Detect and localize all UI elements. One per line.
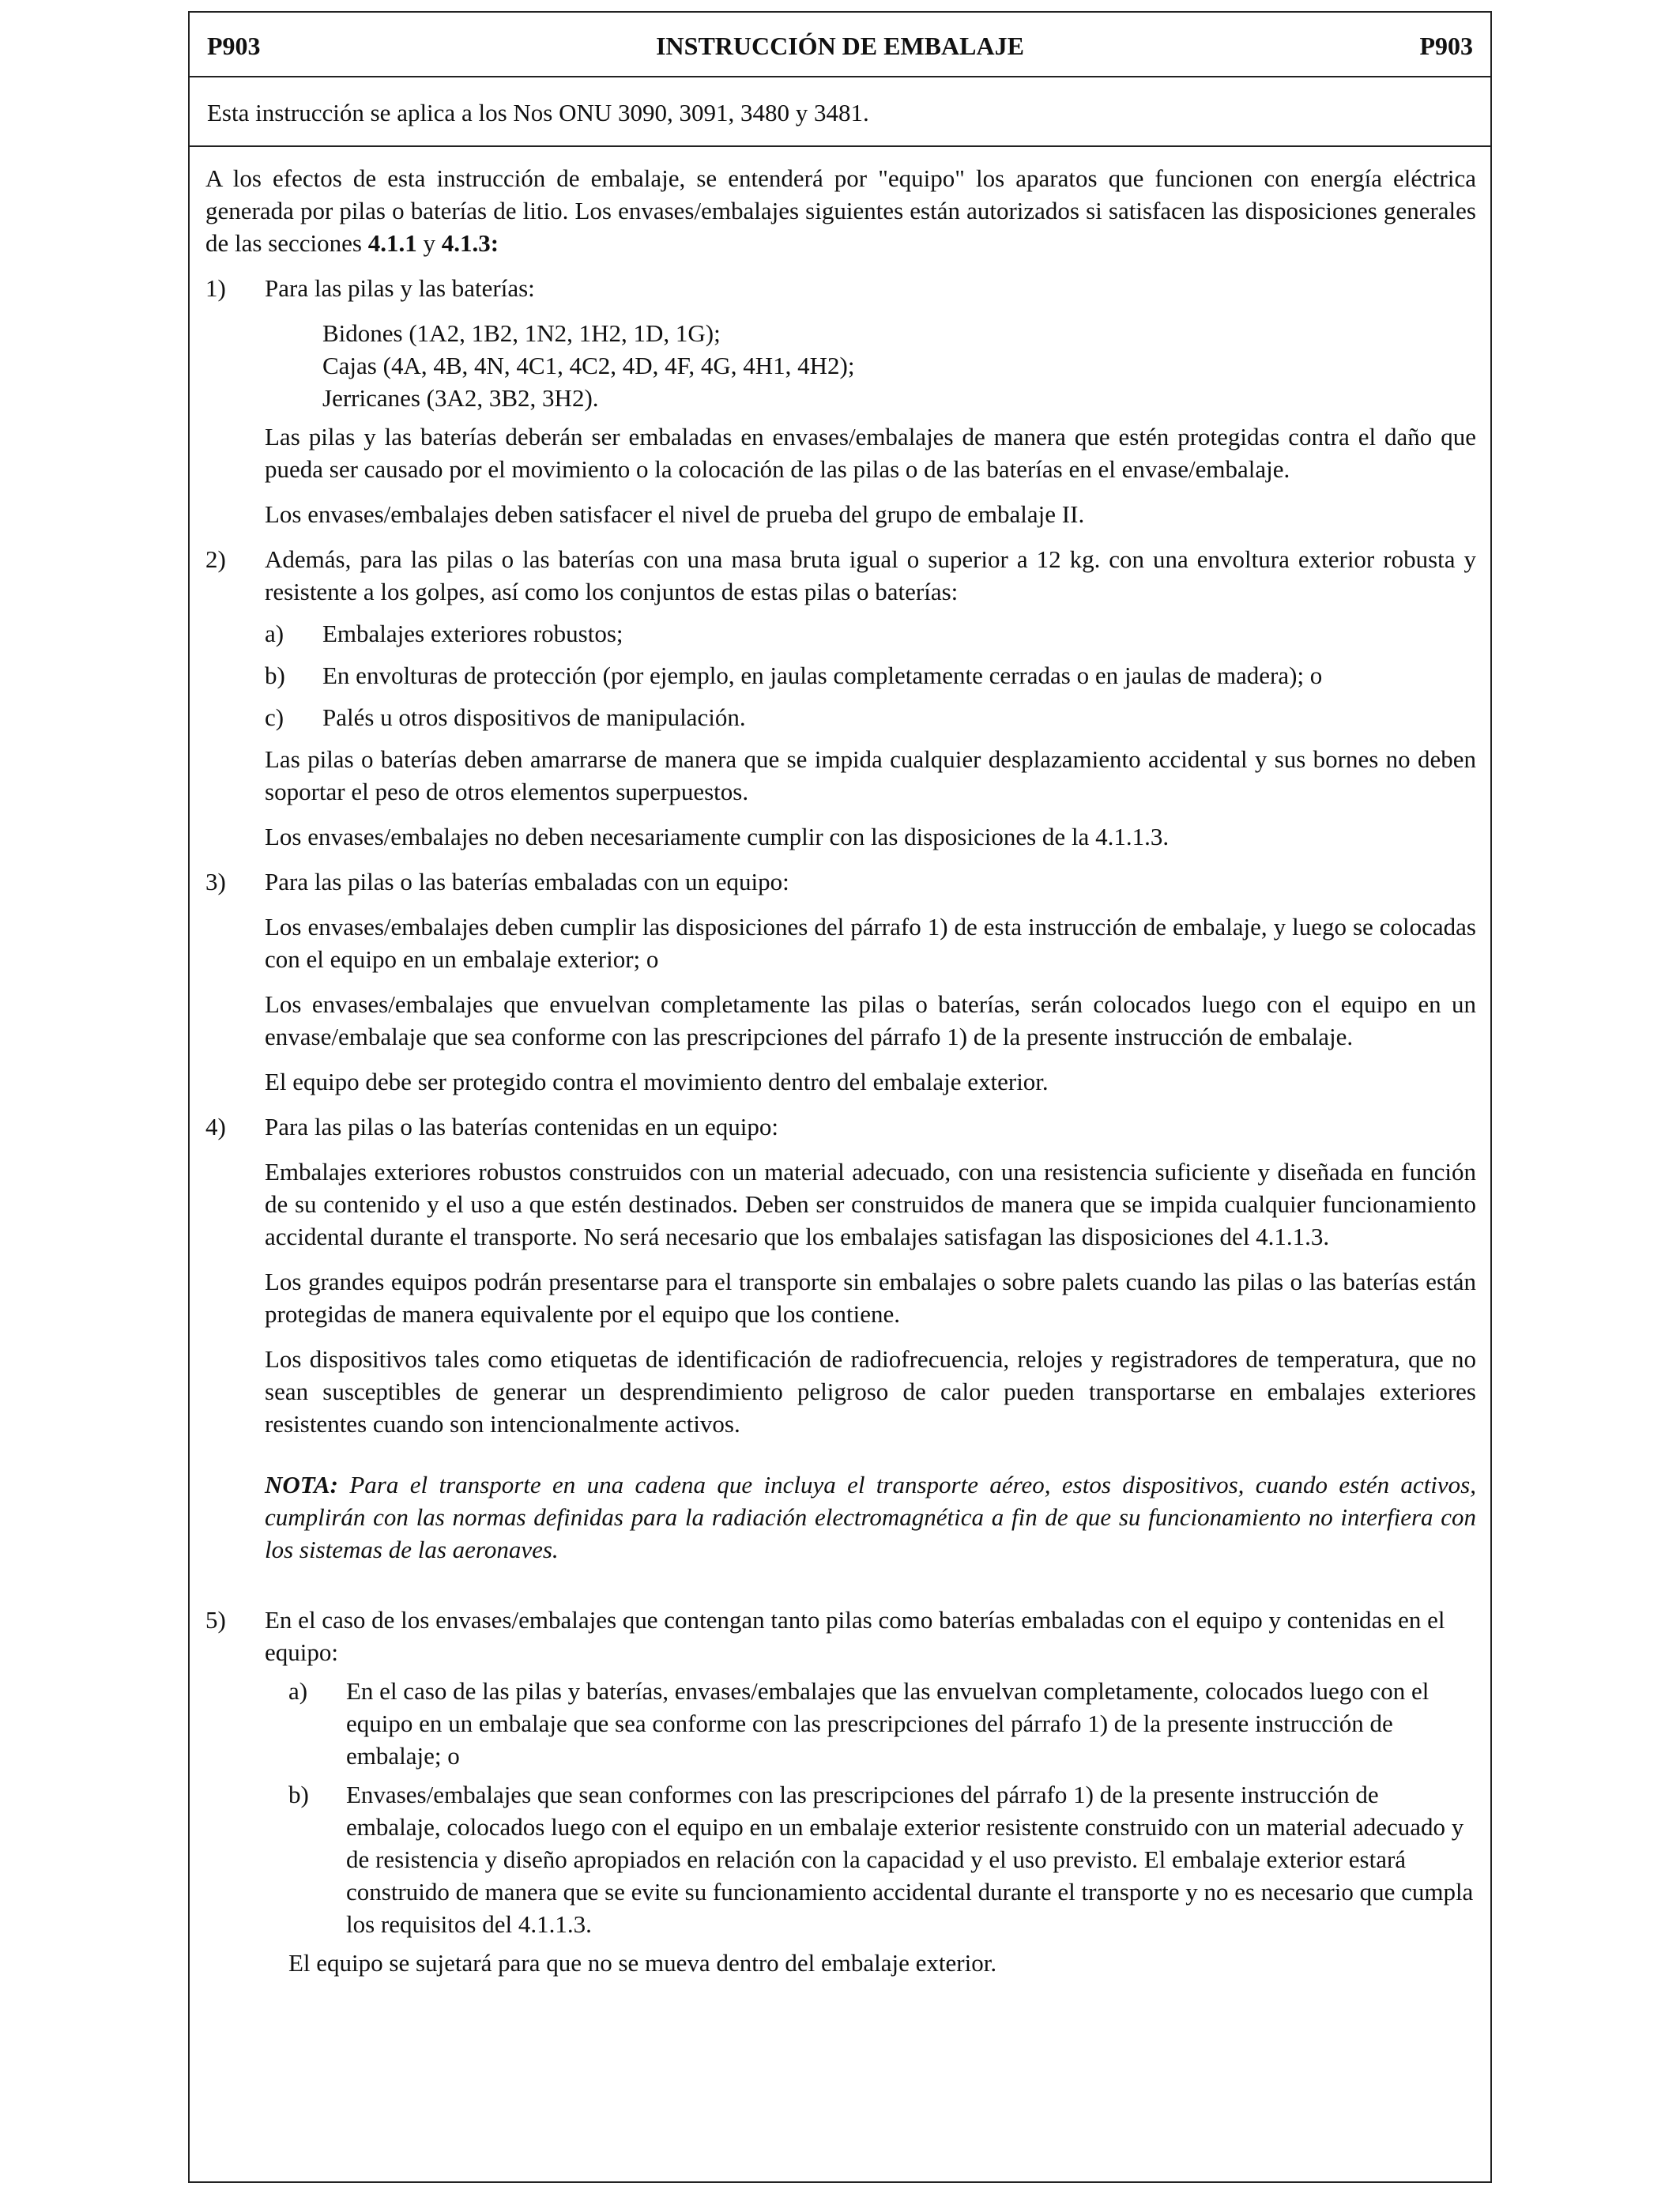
section-number: 2) [205, 545, 226, 573]
section-number: 4) [205, 1113, 226, 1140]
section-2-paragraph-1: Las pilas o baterías deben amarrarse de manera que se impida cualquier desplazamiento accidental y sus bornes no deben soportar el peso de otros elementos superpuestos. [265, 745, 1476, 805]
section-4-paragraph-1: Embalajes exteriores robustos construidos con un material adecuado, con una resistencia suficiente y diseñada en función de su contenido y el uso a que estén destinados. Deben ser construidos de manera que se impida cualquier funcionamiento accidental durante el transporte. No será necesario que los embalajes satisfagan las disposiciones del 4.1.1.3. [265, 1158, 1476, 1250]
section-lead: En el caso de los envases/embalajes que contengan tanto pilas como baterías embaladas con el equipo y contenidas en el equipo: [265, 1606, 1445, 1666]
item-letter: b) [288, 1781, 309, 1808]
scope-text: Esta instrucción se aplica a los Nos ONU 3090, 3091, 3480 y 3481. [207, 99, 869, 126]
item-letter: c) [265, 703, 284, 731]
list-item: Cajas (4A, 4B, 4N, 4C1, 4C2, 4D, 4F, 4G, 4H1, 4H2); [322, 352, 855, 379]
item-letter: b) [265, 662, 285, 689]
section-3-paragraph-3: El equipo debe ser protegido contra el movimiento dentro del embalaje exterior. [265, 1068, 1049, 1095]
item-text: En envolturas de protección (por ejemplo, en jaulas completamente cerradas o en jaulas de madera); o [322, 662, 1323, 689]
section-3 [205, 865, 1476, 898]
intro-paragraph [205, 162, 1476, 259]
list-item: Bidones (1A2, 1B2, 1N2, 1H2, 1D, 1G); [322, 319, 721, 347]
section-1-paragraph-2: Los envases/embalajes deben satisfacer el nivel de prueba del grupo de embalaje II. [265, 500, 1085, 528]
section-number: 1) [205, 274, 226, 302]
instruction-code-left: P903 [207, 32, 261, 60]
page-title: INSTRUCCIÓN DE EMBALAJE [656, 32, 1024, 60]
item-text: Embalajes exteriores robustos; [322, 620, 623, 647]
intro-ref-4-1-1: 4.1.1 [367, 229, 417, 257]
scope-row [188, 76, 1492, 147]
section-4-paragraph-2: Los grandes equipos podrán presentarse para el transporte sin embalajes o sobre palets cuando las pilas o las baterías están protegidas de manera equivalente por el equipo que los contiene. [265, 1268, 1476, 1328]
section-2-paragraph-2: Los envases/embalajes no deben necesariamente cumplir con las disposiciones de la 4.1.1.3. [265, 823, 1170, 850]
instruction-body [188, 145, 1492, 2183]
item-text: En el caso de las pilas y baterías, envases/embalajes que las envuelvan completamente, colocados luego con el equipo en un embalaje que sea conforme con las prescripciones del párrafo 1) de la presente instrucción de embalaje; o [346, 1677, 1430, 1770]
section-number: 5) [205, 1606, 226, 1634]
intro-text: A los efectos de esta instrucción de embalaje, se entenderá por "equipo" los aparatos que funcionen con energía eléctrica generada por pilas o baterías de litio. Los envases/embalajes siguientes están autorizados si satisfacen las disposiciones generales de las secciones [205, 164, 1476, 257]
item-letter: a) [288, 1677, 308, 1705]
list-item [265, 659, 1476, 692]
section-4 [205, 1110, 1476, 1143]
section-1 [205, 272, 1476, 304]
header-row [188, 11, 1492, 77]
section-lead: Para las pilas y las baterías: [265, 274, 535, 302]
packaging-list [322, 317, 1476, 414]
list-item [288, 1778, 1476, 1940]
list-item [288, 1675, 1476, 1772]
note-text: Para el transporte en una cadena que incluya el transporte aéreo, estos dispositivos, cuando estén activos, cumplirán con las normas definidas para la radiación electromagnética a fin de que su funcionamiento no interfiera con los sistemas de las aeronaves. [265, 1471, 1476, 1563]
list-item [265, 701, 1476, 733]
section-3-paragraph-1: Los envases/embalajes deben cumplir las disposiciones del párrafo 1) de esta instrucción de embalaje, y luego se colocadas con el equipo en un embalaje exterior; o [265, 913, 1476, 973]
section-2 [205, 543, 1476, 608]
section-4-paragraph-3: Los dispositivos tales como etiquetas de identificación de radiofrecuencia, relojes y registradores de temperatura, que no sean susceptibles de generar un desprendimiento peligroso de calor pueden transportarse en embalajes exteriores resistentes cuando son intencionalmente activos. [265, 1345, 1476, 1438]
intro-ref-4-1-3: 4.1.3: [441, 229, 499, 257]
item-letter: a) [265, 620, 284, 647]
instruction-code-right: P903 [1419, 32, 1473, 60]
section-5-closing: El equipo se sujetará para que no se mueva dentro del embalaje exterior. [288, 1949, 997, 1977]
section-5 [205, 1604, 1476, 1668]
intro-conj: y [416, 229, 442, 257]
note-label: NOTA: [265, 1471, 338, 1498]
section-lead: Además, para las pilas o las baterías con una masa bruta igual o superior a 12 kg. con una envoltura exterior robusta y resistente a los golpes, así como los conjuntos de estas pilas o baterías: [265, 545, 1476, 605]
list-item: Jerricanes (3A2, 3B2, 3H2). [322, 384, 599, 412]
section-3-paragraph-2: Los envases/embalajes que envuelvan completamente las pilas o baterías, serán colocados luego con el equipo en un envase/embalaje que sea conforme con las prescripciones del párrafo 1) de la presente instrucción de embalaje. [265, 990, 1476, 1050]
section-number: 3) [205, 868, 226, 895]
section-lead: Para las pilas o las baterías embaladas con un equipo: [265, 868, 789, 895]
section-1-paragraph-1: Las pilas y las baterías deberán ser embaladas en envases/embalajes de manera que estén protegidas contra el daño que pueda ser causado por el movimiento o la colocación de las pilas o de las baterías en el envase/embalaje. [265, 423, 1476, 483]
item-text: Palés u otros dispositivos de manipulación. [322, 703, 746, 731]
section-lead: Para las pilas o las baterías contenidas en un equipo: [265, 1113, 778, 1140]
list-item [265, 617, 1476, 650]
note-paragraph [265, 1468, 1476, 1566]
item-text: Envases/embalajes que sean conformes con las prescripciones del párrafo 1) de la presente instrucción de embalaje, colocados luego con el equipo en un embalaje exterior resistente construido con un material adecuado y de resistencia y diseño apropiados en relación con la capacidad y el uso previsto. El embalaje exterior estará construido de manera que se evite su funcionamiento accidental durante el transporte y no es necesario que cumpla los requisitos del 4.1.1.3. [346, 1781, 1474, 1938]
